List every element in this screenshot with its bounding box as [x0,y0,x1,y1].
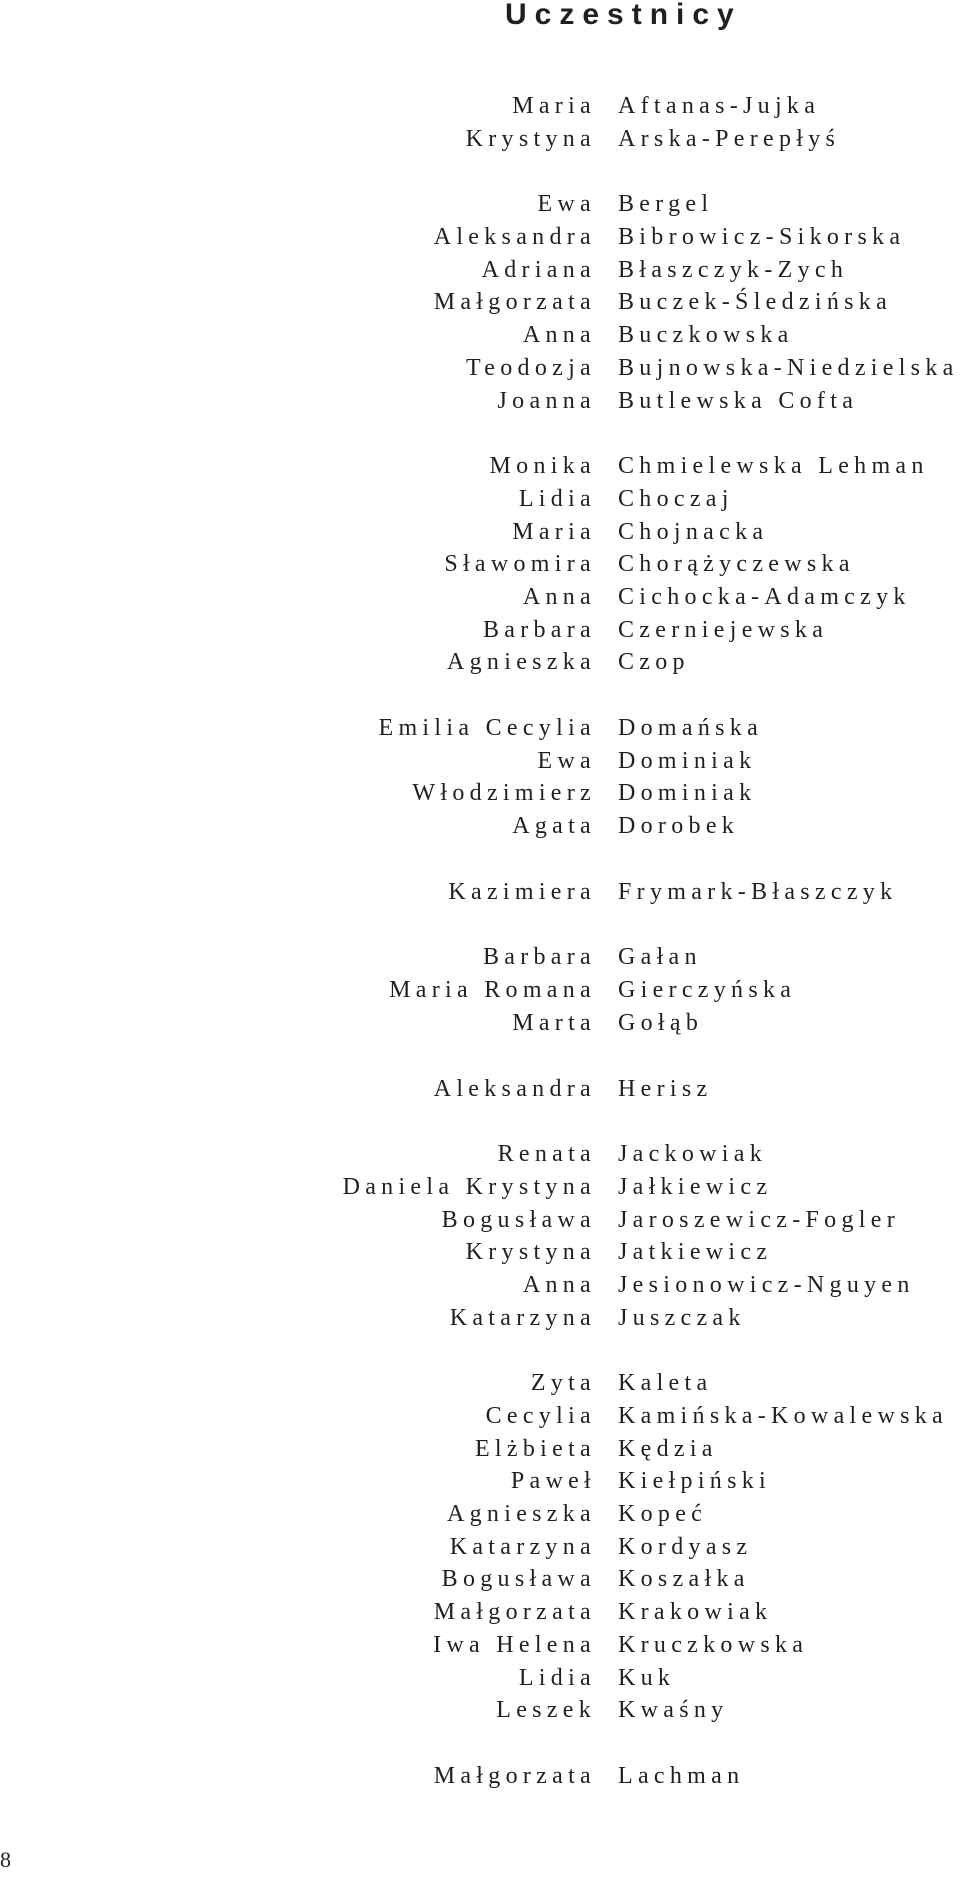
first-name: Ewa [537,747,596,774]
participant-row [0,777,960,810]
first-name: Bogusława [441,1566,596,1593]
first-name: Ewa [537,191,596,218]
first-name: Lidia [518,485,596,512]
last-name: Czop [618,649,690,676]
participant-row [0,1694,960,1727]
participant-row [0,1498,960,1531]
participant-row [0,1563,960,1596]
participant-row [0,352,960,385]
first-name: Małgorzata [433,1762,596,1789]
participant-row [0,1465,960,1498]
participant-row [0,581,960,614]
last-name: Kaleta [618,1370,713,1397]
first-name: Paweł [510,1468,596,1495]
participant-row [0,1400,960,1433]
participant-row [0,548,960,581]
first-name: Renata [497,1141,596,1168]
first-name: Aleksandra [433,1075,596,1102]
letter-group [0,90,960,155]
first-name: Aleksandra [433,224,596,251]
first-name: Bogusława [441,1206,596,1233]
participants-list [0,90,960,1826]
first-name: Marta [512,1009,596,1036]
last-name: Bergel [618,191,714,218]
first-name: Anna [522,583,596,610]
last-name: Jackowiak [618,1141,767,1168]
first-name: Monika [489,453,596,480]
participant-row [0,974,960,1007]
letter-group [0,1760,960,1793]
page-number: 8 [0,1847,11,1872]
last-name: Kuk [618,1664,676,1691]
last-name: Arska-Perepłyś [618,125,841,152]
last-name: Gałan [618,944,702,971]
last-name: Kordyasz [618,1533,753,1560]
letter-group [0,1367,960,1727]
last-name: Chmielewska Lehman [618,453,929,480]
first-name: Katarzyna [449,1304,596,1331]
letter-group [0,188,960,417]
participant-row [0,1269,960,1302]
first-name: Agnieszka [447,1501,596,1528]
participant-row [0,450,960,483]
last-name: Krakowiak [618,1599,773,1626]
first-name: Anna [522,322,596,349]
participant-row [0,1007,960,1040]
first-name: Sławomira [444,551,596,578]
participant-row [0,483,960,516]
last-name: Choczaj [618,485,734,512]
last-name: Lachman [618,1762,745,1789]
last-name: Kwaśny [618,1697,729,1724]
last-name: Kędzia [618,1435,718,1462]
last-name: Chojnacka [618,518,769,545]
participant-row [0,1236,960,1269]
participant-row [0,90,960,123]
first-name: Emilia Cecylia [378,715,596,741]
participant-row [0,254,960,287]
participant-row [0,1138,960,1171]
participant-row [0,876,960,909]
participant-row [0,1596,960,1629]
last-name: Jaroszewicz-Fogler [618,1206,900,1233]
participant-row [0,221,960,254]
participant-row [0,516,960,549]
participant-row [0,941,960,974]
last-name: Gołąb [618,1009,704,1036]
letter-group [0,941,960,1039]
first-name: Agata [512,813,596,840]
last-name: Jesionowicz-Nguyen [618,1271,915,1298]
participant-row [0,712,960,745]
first-name: Krystyna [465,1239,596,1266]
participant-row [0,1760,960,1793]
last-name: Dominiak [618,780,757,807]
first-name: Daniela Krystyna [342,1173,596,1200]
last-name: Chorążyczewska [618,551,855,578]
first-name: Małgorzata [433,289,596,316]
participant-row [0,286,960,319]
participant-row [0,1433,960,1466]
participant-row [0,1302,960,1335]
last-name: Buczek-Śledzińska [618,289,893,316]
first-name: Maria Romana [389,977,596,1004]
last-name: Dorobek [618,813,740,840]
last-name: Kruczkowska [618,1631,809,1658]
first-name: Iwa Helena [433,1631,596,1658]
first-name: Elżbieta [474,1435,596,1462]
last-name: Kamińska-Kowalewska [618,1403,948,1429]
first-name: Anna [522,1271,596,1298]
last-name: Frymark-Błaszczyk [618,878,898,905]
last-name: Błaszczyk-Zych [618,256,849,283]
participant-row [0,385,960,418]
last-name: Jatkiewicz [618,1239,773,1266]
letter-group [0,876,960,909]
first-name: Agnieszka [447,649,596,676]
first-name: Adriana [481,256,596,283]
letter-group [0,712,960,843]
participant-row [0,123,960,156]
participant-row [0,1171,960,1204]
last-name: Juszczak [618,1304,746,1331]
first-name: Joanna [497,387,596,414]
participant-row [0,1629,960,1662]
first-name: Włodzimierz [412,780,596,807]
last-name: Buczkowska [618,322,794,349]
first-name: Zyta [530,1370,596,1397]
first-name: Krystyna [465,125,596,152]
letter-group [0,1073,960,1106]
first-name: Teodozja [465,354,596,381]
last-name: Kiełpiński [618,1468,771,1495]
last-name: Cichocka-Adamczyk [618,583,911,610]
last-name: Kopeć [618,1501,708,1528]
first-name: Maria [512,93,596,119]
last-name: Gierczyńska [618,977,797,1004]
last-name: Bibrowicz-Sikorska [618,224,906,251]
first-name: Katarzyna [449,1533,596,1560]
first-name: Małgorzata [433,1599,596,1626]
first-name: Barbara [482,944,596,971]
participant-row [0,646,960,679]
participant-row [0,1531,960,1564]
last-name: Herisz [618,1075,713,1102]
participant-row [0,810,960,843]
letter-group [0,450,960,679]
last-name: Dominiak [618,747,757,774]
first-name: Barbara [482,616,596,643]
first-name: Kazimiera [448,878,596,905]
participant-row [0,319,960,352]
participant-row [0,614,960,647]
last-name: Bujnowska-Niedzielska [618,354,959,381]
letter-group [0,1138,960,1334]
participant-row [0,188,960,221]
last-name: Domańska [618,715,764,741]
last-name: Jałkiewicz [618,1173,773,1200]
participant-row [0,1073,960,1106]
first-name: Maria [512,518,596,545]
last-name: Butlewska Cofta [618,387,859,414]
first-name: Cecylia [485,1403,596,1429]
last-name: Koszałka [618,1566,750,1593]
last-name: Aftanas-Jujka [618,93,821,119]
page-title: Uczestnicy [505,0,742,31]
participant-row [0,1367,960,1400]
first-name: Lidia [518,1664,596,1691]
participant-row [0,1662,960,1695]
last-name: Czerniejewska [618,616,829,643]
participant-row [0,1204,960,1237]
participant-row [0,745,960,778]
first-name: Leszek [496,1697,596,1724]
